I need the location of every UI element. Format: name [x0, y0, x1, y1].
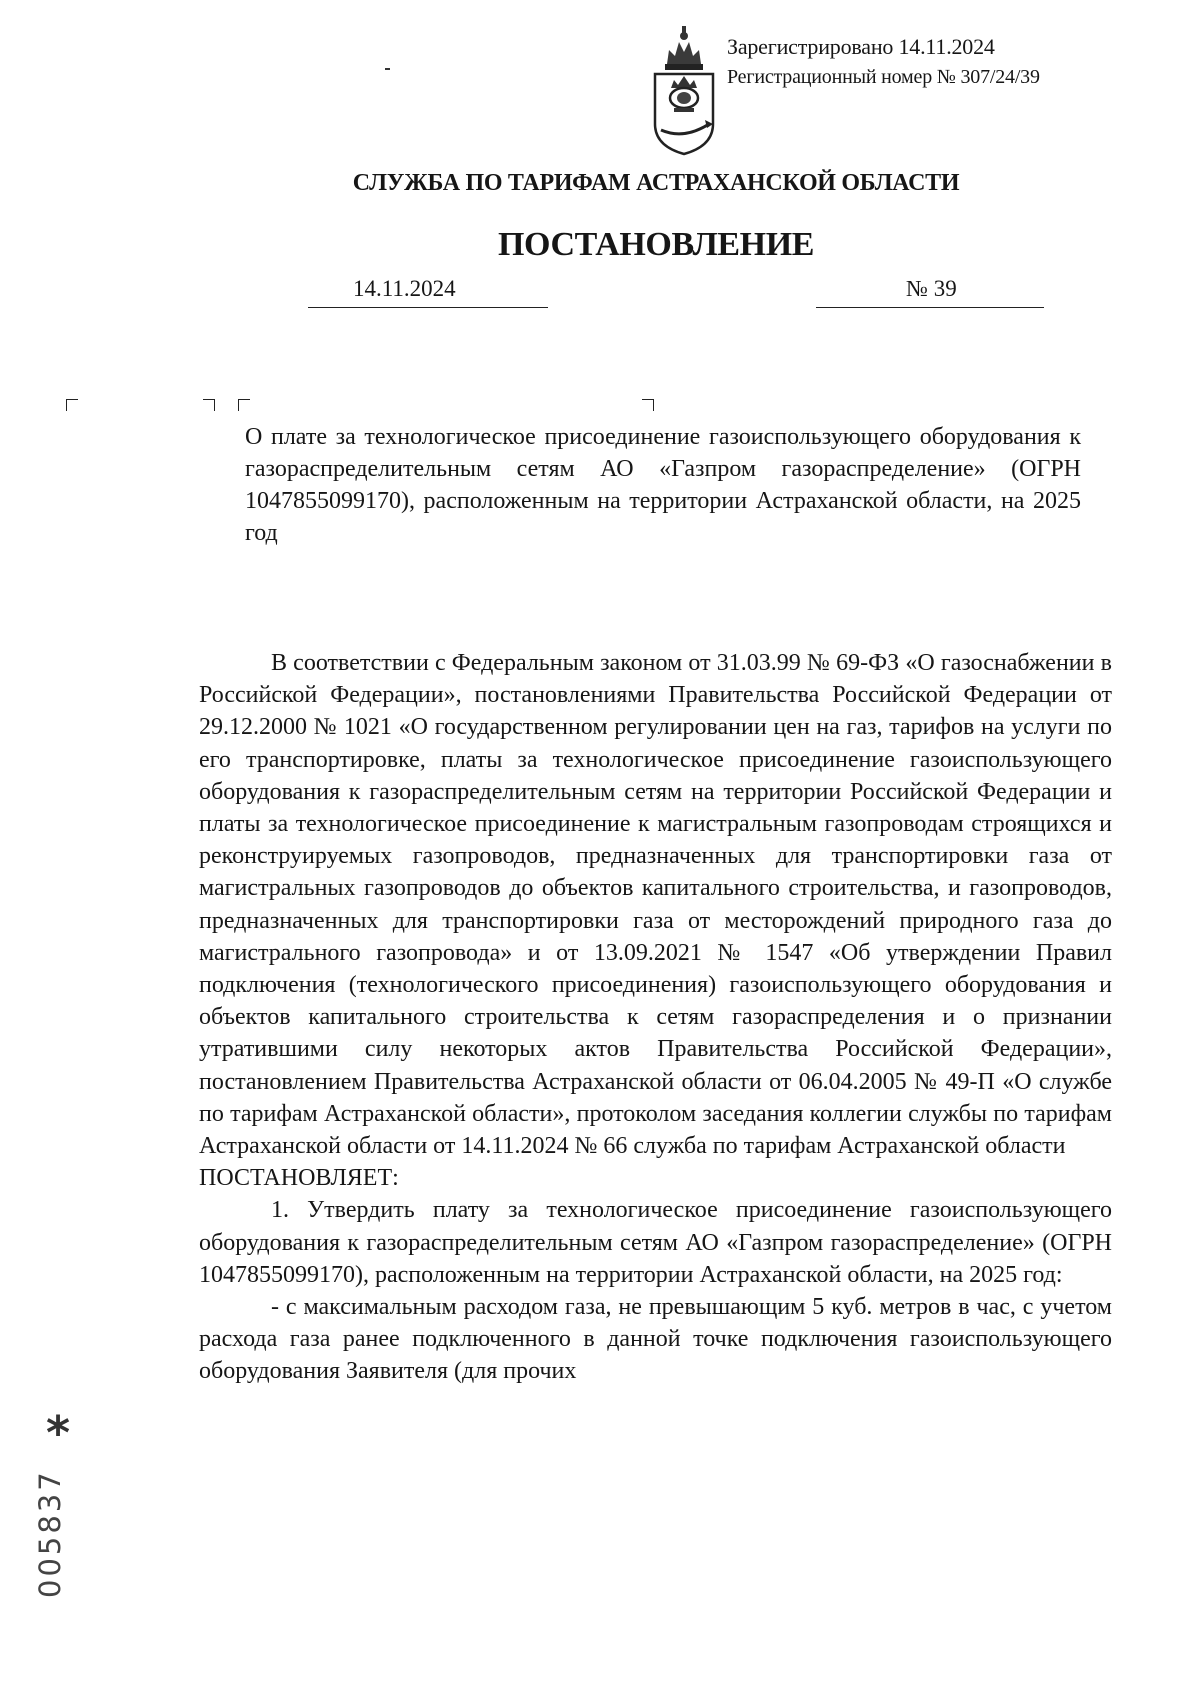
- coat-of-arms-emblem: [645, 24, 723, 156]
- item-1-paragraph: 1. Утвердить плату за технологическое присоединение газоиспользующего оборудования к газораспределительным сетям АО «Газпром газораспределение» (ОГРН 1047855099170), расположенным на территории Астраханской области, на 2025 год:: [199, 1197, 1112, 1288]
- margin-star-mark: *: [46, 1406, 71, 1460]
- resolves-heading: ПОСТАНОВЛЯЕТ:: [199, 1165, 399, 1192]
- scan-mark: [385, 68, 390, 70]
- margin-corner-mark: [66, 399, 78, 411]
- subject-bracket-right: [642, 399, 654, 411]
- registration-date: Зарегистрировано 14.11.2024: [727, 34, 995, 59]
- preamble-paragraph: В соответствии с Федеральным законом от 31.03.99 № 69-ФЗ «О газоснабжении в Российской Федерации», постановлениями Правительства Российской Федерации от 29.12.2000 № 1021 «О государственном регулировании цен на газ, тарифов на услуги по его транспортировке, платы за технологическое присоединение газоиспользующего оборудования к газораспределительным сетям на территории Российской Федерации и платы за технологическое присоединение к магистральным газопроводам строящихся и реконструируемых газопроводов, предназначенных для транспортировки газа от магистральных газопроводов до объектов капитального строительства, и газопроводов, предназначенных для транспортировки газа от месторождений природного газа до магистрального газопровода» и от 13.09.2021 № 1547 «Об утверждении Правил подключения (технологического присоединения) газоиспользующего оборудования и объектов капитального строительства к сетям газораспределения и о признании утратившими силу некоторых актов Правительства Российской Федерации», постановлением Правительства Астраханской области от 06.04.2005 № 49-П «О службе по тарифам Астраханской области», протоколом заседания коллегии службы по тарифам Астраханской области от 14.11.2024 № 66 служба по тарифам Астраханской области: [199, 650, 1112, 1160]
- subject-bracket-left-outer: [203, 399, 215, 411]
- item-1-subparagraph: - с максимальным расходом газа, не превышающим 5 куб. метров в час, с учетом расхода газа ранее подключенного в данной точке подключения газоиспользующего оборудования Заявителя (для прочих: [199, 1294, 1112, 1385]
- document-subject: О плате за технологическое присоединение газоиспользующего оборудования к газораспределительным сетям АО «Газпром газораспределение» (ОГРН 1047855099170), расположенным на территории Астраханской области, на 2025 год: [245, 424, 1081, 546]
- subject-bracket-left: [238, 399, 250, 411]
- document-date: 14.11.2024: [308, 274, 548, 308]
- document-type: ПОСТАНОВЛЕНИЕ: [497, 226, 815, 263]
- registration-stamp: [727, 32, 1040, 92]
- document-body: [199, 647, 1112, 1388]
- registration-number: Регистрационный номер № 307/24/39: [727, 66, 1040, 88]
- agency-name: СЛУЖБА ПО ТАРИФАМ АСТРАХАНСКОЙ ОБЛАСТИ: [352, 170, 960, 196]
- margin-serial-number: 005837: [33, 1469, 67, 1598]
- document-number: № 39: [816, 274, 1044, 308]
